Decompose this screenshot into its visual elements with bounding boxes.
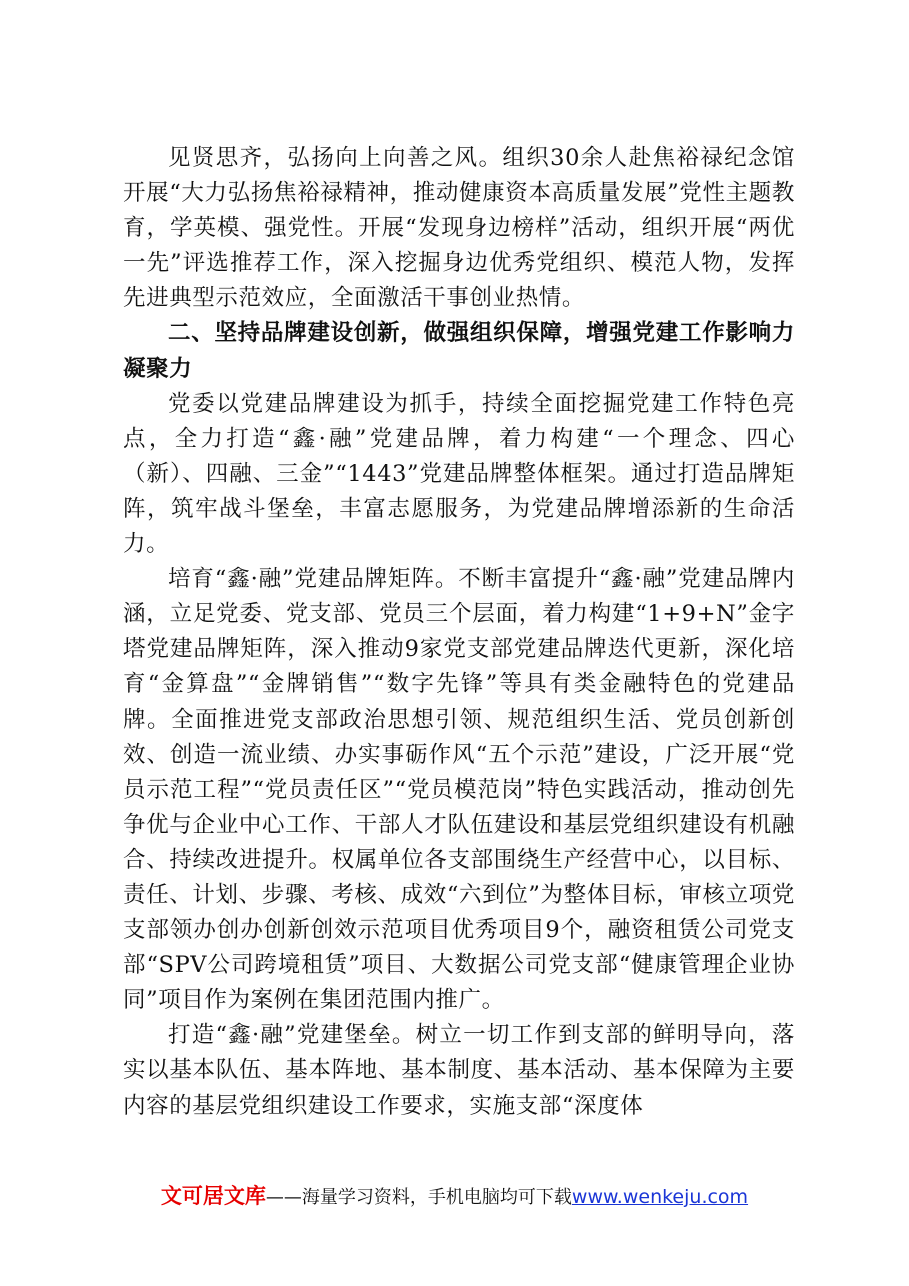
footer-brand-logo: 文可居文库 xyxy=(160,1184,266,1208)
page-footer xyxy=(0,1180,909,1210)
paragraph-brand-overview: 党委以党建品牌建设为抓手，持续全面挖掘党建工作特色亮点，全力打造“鑫·融”党建品牌，着力构建“一个理念、四心（新）、四融、三金”“1443”党建品牌整体框架。通过打造品牌矩阵，筑牢战斗堡垒，丰富志愿服务，为党建品牌增添新的生命活力。 xyxy=(123,390,795,558)
paragraph-role-models: 见贤思齐，弘扬向上向善之风。组织30余人赴焦裕禄纪念馆开展“大力弘扬焦裕禄精神，推动健康资本高质量发展”党性主题教育，学英模、强党性。开展“发现身边榜样”活动，组织开展“两优一先”评选推荐工作，深入挖掘身边优秀党组织、模范人物，发挥先进典型示范效应，全面激活干事创业热情。 xyxy=(123,145,795,312)
footer-slogan: ——海量学习资料，手机电脑均可下载 xyxy=(265,1187,572,1208)
document-body xyxy=(123,141,795,1124)
paragraph-brand-matrix: 培育“鑫·融”党建品牌矩阵。不断丰富提升“鑫·融”党建品牌内涵，立足党委、党支部、党员三个层面，着力构建“1+9+N”金字塔党建品牌矩阵，深入推动9家党支部党建品牌迭代更新，深化培育“金算盘”“金牌销售”“数字先锋”等具有类金融特色的党建品牌。全面推进党支部政治思想引领、规范组织生活、党员创新创效、创造一流业绩、办实事砺作风“五个示范”建设，广泛开展“党员示范工程”“党员责任区”“党员模范岗”特色实践活动，推动创先争优与企业中心工作、干部人才队伍建设和基层党组织建设有机融合、持续改进提升。权属单位各支部围绕生产经营中心，以目标、责任、计划、步骤、考核、成效“六到位”为整体目标，审核立项党支部领办创办创新创效示范项目优秀项目9个，融资租赁公司党支部“SPV公司跨境租赁”项目、大数据公司党支部“健康管理企业协同”项目作为案例在集团范围内推广。 xyxy=(123,566,795,1014)
paragraph-brand-fortress: 打造“鑫·融”党建堡垒。树立一切工作到支部的鲜明导向，落实以基本队伍、基本阵地、基本制度、基本活动、基本保障为主要内容的基层党组织建设工作要求，实施支部“深度体 xyxy=(123,1022,795,1119)
section-heading-two: 二、坚持品牌建设创新，做强组织保障，增强党建工作影响力凝聚力 xyxy=(123,320,795,382)
footer-website-link[interactable]: www.wenkeju.com xyxy=(571,1186,749,1208)
